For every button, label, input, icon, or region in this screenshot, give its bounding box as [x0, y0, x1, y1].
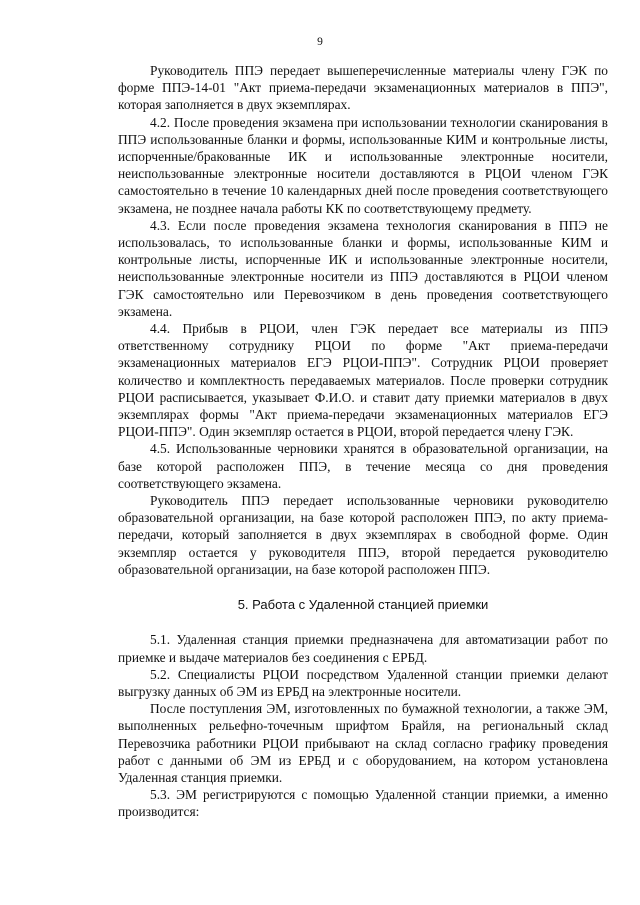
paragraph-drafts-handover: Руководитель ППЭ передает использованные черновики руководителю образовательной организации, на базе которой расположен ППЭ, по акту приема-передачи, который заполняется в двух экземплярах в свободной форме. Один экземпляр остается у руководителя ППЭ, второй передается руководителю образовательной организации, на базе которой расположен ППЭ. [118, 493, 608, 577]
paragraph-4-4: 4.4. Прибыв в РЦОИ, член ГЭК передает все материалы из ППЭ ответственному сотруднику РЦОИ по форме "Акт приема-передачи экзаменационных материалов ЕГЭ РЦОИ-ППЭ". Сотрудник РЦОИ проверяет количество и комплектность передаваемых материалов. После проверки сотрудник РЦОИ расписывается, указывает Ф.И.О. и ставит дату приемки материалов в двух экземплярах формы "Акт приема-передачи экзаменационных материалов ЕГЭ РЦОИ-ППЭ". Один экземпляр остается в РЦОИ, второй передается члену ГЭК. [118, 321, 608, 440]
paragraph-5-3: 5.3. ЭМ регистрируются с помощью Удаленной станции приемки, а именно производится: [118, 787, 608, 820]
page-number: 9 [317, 36, 323, 48]
paragraph-4-5: 4.5. Использованные черновики хранятся в образовательной организации, на базе которой расположен ППЭ, в течение месяца со дня проведения соответствующего экзамена. [118, 441, 608, 491]
paragraph-materials-handover: Руководитель ППЭ передает вышеперечисленные материалы члену ГЭК по форме ППЭ-14-01 "Акт приема-передачи экзаменационных материалов в ППЭ", которая заполняется в двух экземплярах. [118, 63, 608, 113]
paragraph-4-2: 4.2. После проведения экзамена при использовании технологии сканирования в ППЭ использованные бланки и формы, использованные КИМ и контрольные листы, испорченные/бракованные ИК и использованные электронные носители, неиспользованные электронные носители доставляются в РЦОИ членом ГЭК самостоятельно в течение 10 календарных дней после проведения соответствующего экзамена, не позднее начала работы КК по соответствующему предмету. [118, 114, 608, 216]
paragraph-5-1: 5.1. Удаленная станция приемки предназначена для автоматизации работ по приемке и выдаче материалов без соединения с ЕРБД. [118, 632, 608, 665]
paragraph-after-arrival: После поступления ЭМ, изготовленных по бумажной технологии, а также ЭМ, выполненных рельефно-точечным шрифтом Брайля, на региональный склад Перевозчика работники РЦОИ прибывают на склад согласно графику проведения работ с данными об ЭМ из ЕРБД и с оборудованием, на котором установлена Удаленная станция приемки. [118, 701, 608, 785]
document-body [118, 62, 608, 821]
paragraph-4-3: 4.3. Если после проведения экзамена технология сканирования в ППЭ не использовалась, то использованные бланки и формы, использованные КИМ и контрольные листы, испорченные ИК и использованные электронные носители, неиспользованные электронные носители из ППЭ доставляются в РЦОИ членом ГЭК самостоятельно или Перевозчиком в день проведения соответствующего экзамена. [118, 217, 608, 319]
section-heading-5: 5. Работа с Удаленной станцией приемки [237, 597, 489, 613]
paragraph-5-2: 5.2. Специалисты РЦОИ посредством Удаленной станции приемки делают выгрузку данных об ЭМ из ЕРБД на электронные носители. [118, 666, 608, 699]
